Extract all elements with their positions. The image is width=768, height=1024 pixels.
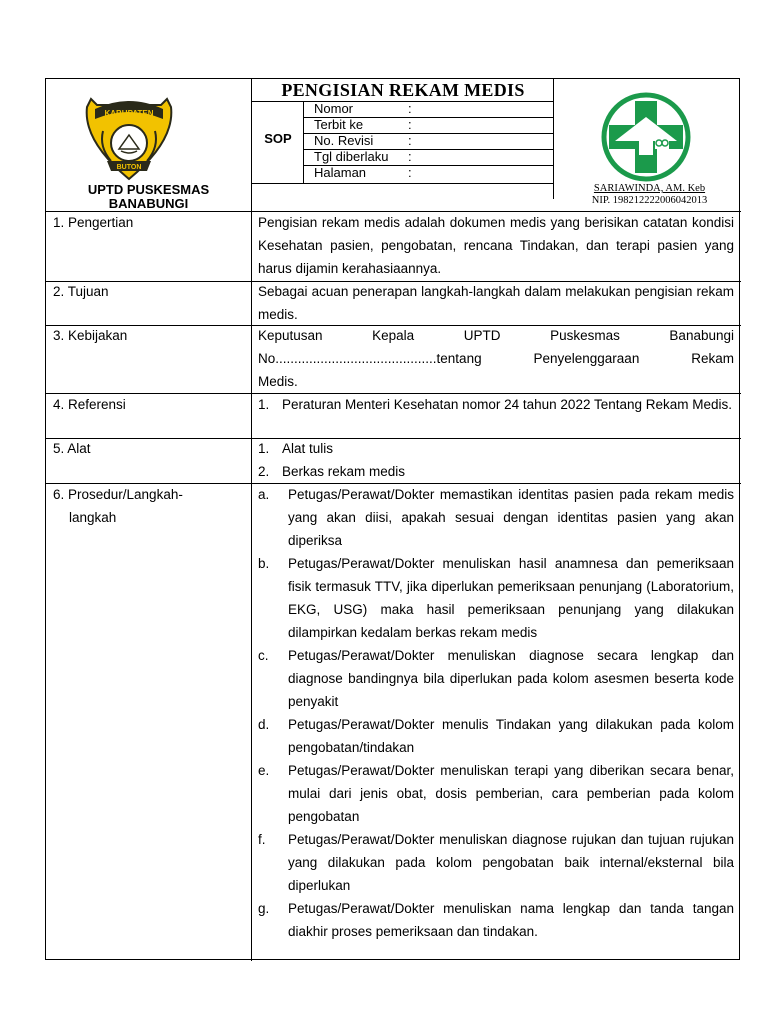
svg-text:KABUPATEN: KABUPATEN <box>104 109 154 118</box>
list-item: c. Petugas/Perawat/Dokter menuliskan diagnose secara lengkap dan diagnose bandingnya bila diperlukan pada kolom asesmen beserta kode penyakit <box>258 648 734 709</box>
meta-tgl-diberlaku: Tgl diberlaku : <box>314 149 412 164</box>
list-item: 1. Peraturan Menteri Kesehatan nomor 24 tahun 2022 Tentang Rekam Medis. <box>258 397 733 412</box>
section-text-tujuan: Sebagai acuan penerapan langkah-langkah dalam melakukan pengisian rekam medis. <box>258 284 734 322</box>
meta-nomor: Nomor : <box>314 101 412 116</box>
list-item: 2. Berkas rekam medis <box>258 464 406 479</box>
sop-document <box>45 78 740 960</box>
signer-name: SARIAWINDA, AM. Keb <box>593 183 706 194</box>
unit-name-line2: BANABUNGI <box>108 196 189 211</box>
section-label-pengertian: 1. Pengertian <box>53 215 134 230</box>
signer-nip: NIP. 198212222006042013 <box>591 195 708 206</box>
meta-halaman: Halaman : <box>314 165 412 180</box>
list-item: 1. Alat tulis <box>258 441 334 456</box>
list-item: e. Petugas/Perawat/Dokter menuliskan terapi yang diberikan secara benar, mulai dari jenis obat, dosis pemberian, cara pemberian pada kolom pengobatan <box>258 763 734 824</box>
signature-block <box>558 183 741 207</box>
kebijakan-line: No...........................................tentang Penyelenggaraan Rekam <box>258 351 734 366</box>
section-label-prosedur: 6. Prosedur/Langkah- langkah <box>53 487 183 525</box>
meta-bottom-line <box>251 183 554 184</box>
section-list-referensi <box>258 393 734 416</box>
meta-no-revisi: No. Revisi : <box>314 133 412 148</box>
kabupaten-buton-logo <box>81 91 177 183</box>
section-text-pengertian: Pengisian rekam medis adalah dokumen medis yang berisikan catatan kondisi Kesehatan pasien, pengobatan, rencana Tindakan, dan terapi pasien yang harus dijamin kerahasiaannya. <box>258 215 734 276</box>
section-list-alat <box>258 437 734 483</box>
puskesmas-logo <box>599 91 693 183</box>
list-item: d. Petugas/Perawat/Dokter menulis Tindakan yang dilakukan pada kolom pengobatan/tindakan <box>258 717 734 755</box>
kebijakan-line: Keputusan Kepala UPTD Puskesmas Banabungi <box>258 328 734 343</box>
section-label-kebijakan: 3. Kebijakan <box>53 328 128 343</box>
unit-name <box>46 183 251 211</box>
section-label-tujuan: 2. Tujuan <box>53 284 109 299</box>
meta-terbit-ke: Terbit ke : <box>314 117 412 132</box>
sop-label: SOP <box>264 131 292 146</box>
section-list-prosedur <box>258 483 734 943</box>
unit-name-line1: UPTD PUSKESMAS <box>87 182 210 197</box>
section-text-kebijakan <box>258 324 734 393</box>
list-item: b. Petugas/Perawat/Dokter menuliskan hasil anamnesa dan pemeriksaan fisik termasuk TTV, jika diperlukan pemeriksaan penunjang (Laboratorium, EKG, USG) maka hasil pemeriksaan penunjang yang dilakukan dilampirkan kedalam berkas rekam medis <box>258 556 734 640</box>
list-item: g. Petugas/Perawat/Dokter menuliskan nama lengkap dan tanda tangan diakhir proses pemeriksaan dan tindakan. <box>258 901 734 939</box>
section-label-alat: 5. Alat <box>53 441 91 456</box>
kebijakan-line: Medis. <box>258 374 298 389</box>
list-item: f. Petugas/Perawat/Dokter menuliskan diagnose rujukan dan tujuan rujukan yang dilakukan pada kolom pengobatan baik internal/eksternal bila diperlukan <box>258 832 734 893</box>
svg-text:BUTON: BUTON <box>116 164 142 171</box>
document-title: PENGISIAN REKAM MEDIS <box>281 80 525 100</box>
list-item: a. Petugas/Perawat/Dokter memastikan identitas pasien pada rekam medis yang akan diisi, apakah sesuai dengan identitas pasien yang akan diperiksa <box>258 487 734 548</box>
section-label-referensi: 4. Referensi <box>53 397 126 412</box>
